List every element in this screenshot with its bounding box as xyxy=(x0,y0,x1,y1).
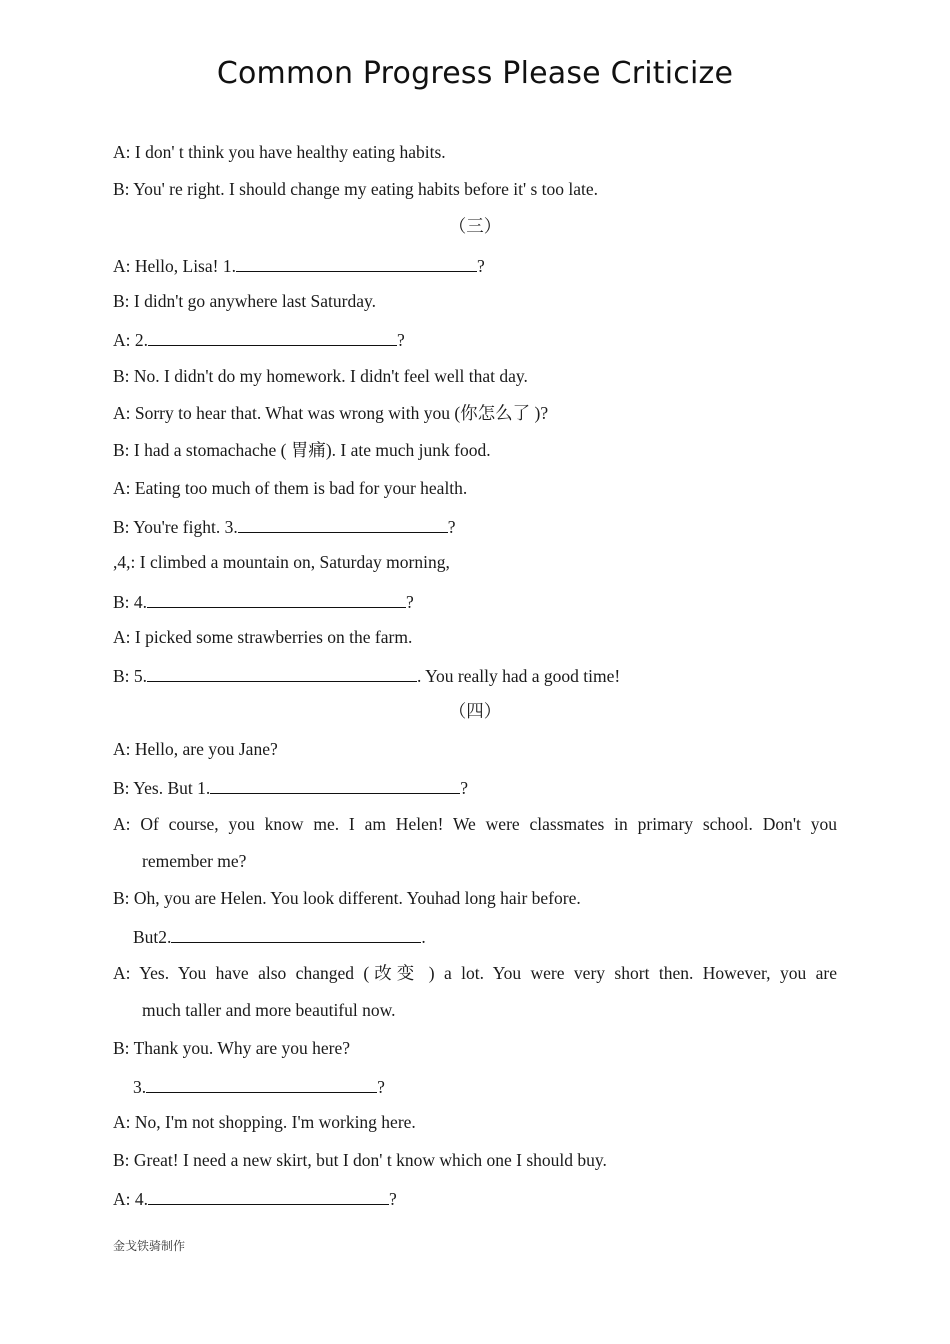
line-text: ? xyxy=(389,1189,397,1209)
answer-blank[interactable] xyxy=(238,515,448,533)
line-text: But2. xyxy=(133,927,172,947)
line-text: ? xyxy=(460,778,469,798)
dialogue-line xyxy=(133,1075,385,1097)
dialogue-line: B: No. I didn't do my homework. I didn't feel well that day. xyxy=(113,366,528,386)
answer-blank[interactable] xyxy=(147,590,406,608)
line-text: 3. xyxy=(133,1077,147,1097)
answer-blank[interactable] xyxy=(148,328,397,346)
dialogue-line-continuation: remember me? xyxy=(142,851,247,871)
answer-blank[interactable] xyxy=(236,254,477,272)
page-title: Common Progress Please Criticize xyxy=(216,56,734,91)
line-text: ? xyxy=(447,517,456,537)
dialogue-line: A: I don' t think you have healthy eating habits. xyxy=(113,142,446,162)
line-text: ? xyxy=(377,1077,385,1097)
line-text: ? xyxy=(406,592,414,612)
page-footer: 金戈铁骑制作 xyxy=(113,1239,186,1253)
dialogue-line: A: Hello, are you Jane? xyxy=(113,739,278,759)
answer-blank[interactable] xyxy=(210,776,460,794)
line-text: ? xyxy=(397,330,405,350)
line-text: A: 2. xyxy=(113,330,148,350)
dialogue-line: B: I had a stomachache ( 胃痛). I ate much junk food. xyxy=(113,440,491,460)
section-heading: （三） xyxy=(448,216,502,236)
dialogue-line xyxy=(113,254,485,276)
dialogue-line: A: Sorry to hear that. What was wrong with you (你怎么了 )? xyxy=(113,403,549,423)
dialogue-line: A: No, I'm not shopping. I'm working here. xyxy=(113,1112,416,1132)
dialogue-line xyxy=(113,776,468,798)
section-heading: （四） xyxy=(448,701,502,721)
dialogue-line: B: Thank you. Why are you here? xyxy=(113,1038,350,1058)
dialogue-line: A: Of course, you know me. I am Helen! We were classmates in primary school. Don't you xyxy=(113,814,837,834)
dialogue-line xyxy=(133,925,426,947)
answer-blank[interactable] xyxy=(147,664,417,682)
dialogue-line: B: You' re right. I should change my eating habits before it' s too late. xyxy=(113,179,599,199)
line-text: ? xyxy=(476,256,485,276)
dialogue-line: A: Yes. You have also changed (改变 ) a lot. You were very short then. However, you are xyxy=(113,963,837,983)
dialogue-line xyxy=(113,328,405,350)
line-text: B: 4. xyxy=(113,592,148,612)
dialogue-line xyxy=(113,515,455,537)
dialogue-line: A: Eating too much of them is bad for your health. xyxy=(113,478,468,498)
line-text: . xyxy=(421,927,426,947)
dialogue-line: B: I didn't go anywhere last Saturday. xyxy=(113,291,377,311)
dialogue-line: B: Oh, you are Helen. You look different. Youhad long hair before. xyxy=(113,888,581,908)
dialogue-line: B: Great! I need a new skirt, but I don' t know which one I should buy. xyxy=(113,1150,607,1170)
line-text: B: Yes. But 1. xyxy=(113,778,211,798)
answer-blank[interactable] xyxy=(146,1075,377,1093)
line-text: B: You're fight. 3. xyxy=(113,517,238,537)
dialogue-line xyxy=(113,1187,397,1209)
line-text: B: 5. xyxy=(113,666,148,686)
dialogue-line-continuation: much taller and more beautiful now. xyxy=(142,1000,396,1020)
answer-blank[interactable] xyxy=(171,925,421,943)
dialogue-line: ,4,: I climbed a mountain on, Saturday morning, xyxy=(113,552,450,572)
line-text: A: 4. xyxy=(113,1189,148,1209)
line-text: . You really had a good time! xyxy=(417,666,621,686)
dialogue-line: A: I picked some strawberries on the farm. xyxy=(113,627,413,647)
dialogue-line xyxy=(113,590,414,612)
dialogue-line xyxy=(113,664,620,686)
answer-blank[interactable] xyxy=(148,1187,389,1205)
line-text: A: Hello, Lisa! 1. xyxy=(113,256,236,276)
